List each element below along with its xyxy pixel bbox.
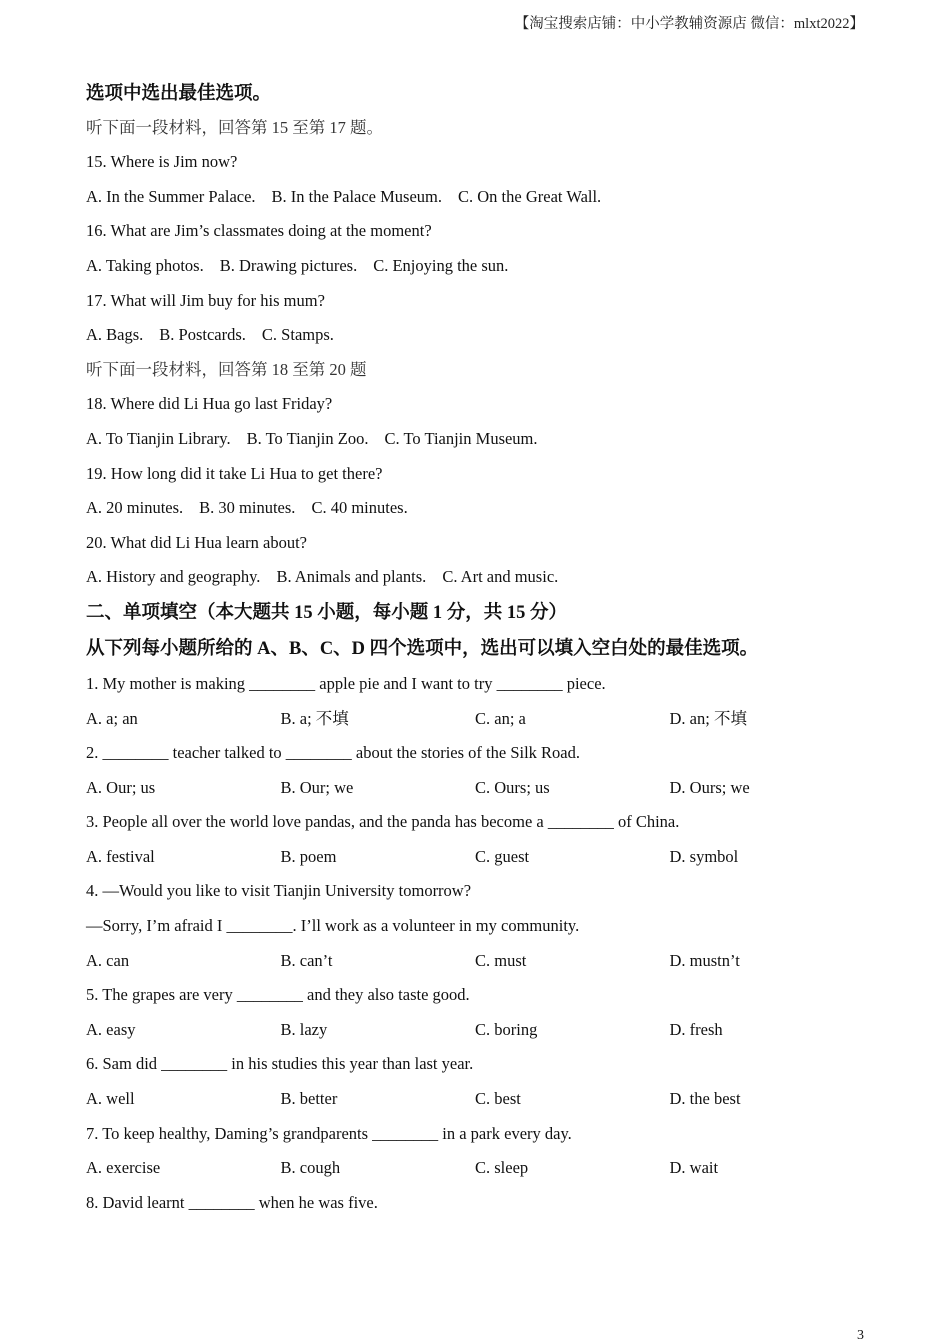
answer-option: C. Ours; us (475, 777, 550, 797)
answer-option: C. On the Great Wall. (458, 186, 602, 206)
page-header: 【淘宝搜索店铺：中小学教辅资源店 微信：mlxt2022】 (514, 16, 864, 32)
answer-option: B. To Tianjin Zoo. (246, 428, 369, 448)
answer-option: C. best (475, 1089, 521, 1109)
answer-option: B. Drawing pictures. (219, 255, 358, 275)
answer-option: B. poem (280, 846, 337, 866)
answer-options (86, 944, 866, 979)
question-text: 7. To keep healthy, Daming’s grandparents ________ in a park every day. (86, 1123, 572, 1143)
answer-option: B. 30 minutes. (199, 498, 296, 518)
answer-options (86, 1013, 866, 1048)
answer-options (86, 702, 866, 737)
question-text: 18. Where did Li Hua go last Friday? (86, 394, 333, 414)
question-text: 2. ________ teacher talked to ________ about the stories of the Silk Road. (86, 743, 580, 763)
answer-option: B. cough (280, 1158, 341, 1178)
answer-option: B. better (280, 1089, 338, 1109)
answer-option: D. Ours; we (669, 777, 750, 797)
document-body (86, 76, 866, 1220)
answer-option: B. Postcards. (159, 325, 246, 345)
answer-option: A. Bags. (86, 325, 144, 345)
section-heading: 从下列每小题所给的 A、B、C、D 四个选项中，选出可以填入空白处的最佳选项。 (86, 638, 759, 659)
answer-option: B. a; 不填 (280, 708, 349, 728)
answer-option: A. In the Summer Palace. (86, 186, 256, 206)
section-heading: 选项中选出最佳选项。 (86, 84, 272, 104)
question-text: 19. How long did it take Li Hua to get there? (86, 463, 383, 483)
answer-option: D. the best (669, 1089, 741, 1109)
answer-option: B. can’t (280, 950, 333, 970)
answer-option: B. Our; we (280, 777, 354, 797)
answer-option: A. a; an (86, 708, 138, 728)
answer-option: A. easy (86, 1019, 136, 1039)
answer-option: B. In the Palace Museum. (271, 186, 443, 206)
question-text: 5. The grapes are very ________ and they also taste good. (86, 985, 470, 1005)
answer-option: A. exercise (86, 1158, 161, 1178)
question-text: 16. What are Jim’s classmates doing at the moment? (86, 221, 432, 241)
answer-option: A. well (86, 1089, 135, 1109)
instruction-text: 听下面一段材料，回答第 15 至第 17 题。 (86, 117, 383, 137)
question-text: 3. People all over the world love pandas, and the panda has become a ________ of China. (86, 812, 680, 832)
answer-option: A. To Tianjin Library. (86, 428, 231, 448)
answer-options (86, 318, 866, 353)
answer-option: B. lazy (280, 1019, 328, 1039)
question-text: 6. Sam did ________ in his studies this year than last year. (86, 1054, 474, 1074)
question-text: 17. What will Jim buy for his mum? (86, 290, 325, 310)
answer-option: C. 40 minutes. (311, 498, 408, 518)
answer-options (86, 249, 866, 284)
answer-option: A. 20 minutes. (86, 498, 184, 518)
answer-option: A. festival (86, 846, 155, 866)
answer-options (86, 771, 866, 806)
answer-option: B. Animals and plants. (276, 567, 427, 587)
answer-option: C. Enjoying the sun. (373, 255, 509, 275)
answer-option: C. To Tianjin Museum. (384, 428, 538, 448)
answer-options (86, 491, 866, 526)
answer-options (86, 1082, 866, 1117)
answer-option: A. History and geography. (86, 567, 261, 587)
answer-option: C. guest (475, 846, 530, 866)
section-heading: 二、单项填空（本大题共 15 小题，每小题 1 分，共 15 分） (86, 602, 568, 623)
answer-options (86, 1151, 866, 1186)
answer-options (86, 840, 866, 875)
answer-options (86, 180, 866, 215)
question-text: 15. Where is Jim now? (86, 152, 238, 172)
question-text: 20. What did Li Hua learn about? (86, 532, 308, 552)
answer-option: C. must (475, 950, 527, 970)
answer-option: D. symbol (669, 846, 739, 866)
answer-option: D. an; 不填 (669, 708, 747, 728)
question-text: 1. My mother is making ________ apple pie and I want to try ________ piece. (86, 673, 606, 693)
answer-option: D. mustn’t (669, 950, 740, 970)
instruction-text: 听下面一段材料，回答第 18 至第 20 题 (86, 359, 367, 379)
answer-option: A. Our; us (86, 777, 156, 797)
answer-option: D. wait (669, 1158, 719, 1178)
answer-option: A. Taking photos. (86, 255, 204, 275)
question-text: 8. David learnt ________ when he was five. (86, 1192, 378, 1212)
answer-options (86, 422, 866, 457)
answer-option: C. sleep (475, 1158, 529, 1178)
answer-option: D. fresh (669, 1019, 723, 1039)
answer-option: C. Stamps. (261, 325, 334, 345)
answer-option: C. an; a (475, 708, 526, 728)
answer-option: C. boring (475, 1019, 538, 1039)
answer-option: A. can (86, 950, 130, 970)
answer-option: C. Art and music. (442, 567, 559, 587)
question-text: —Sorry, I’m afraid I ________. I’ll work as a volunteer in my community. (86, 916, 580, 936)
page-number: 3 (857, 1328, 864, 1343)
question-text: 4. —Would you like to visit Tianjin University tomorrow? (86, 881, 472, 901)
answer-options (86, 560, 866, 595)
